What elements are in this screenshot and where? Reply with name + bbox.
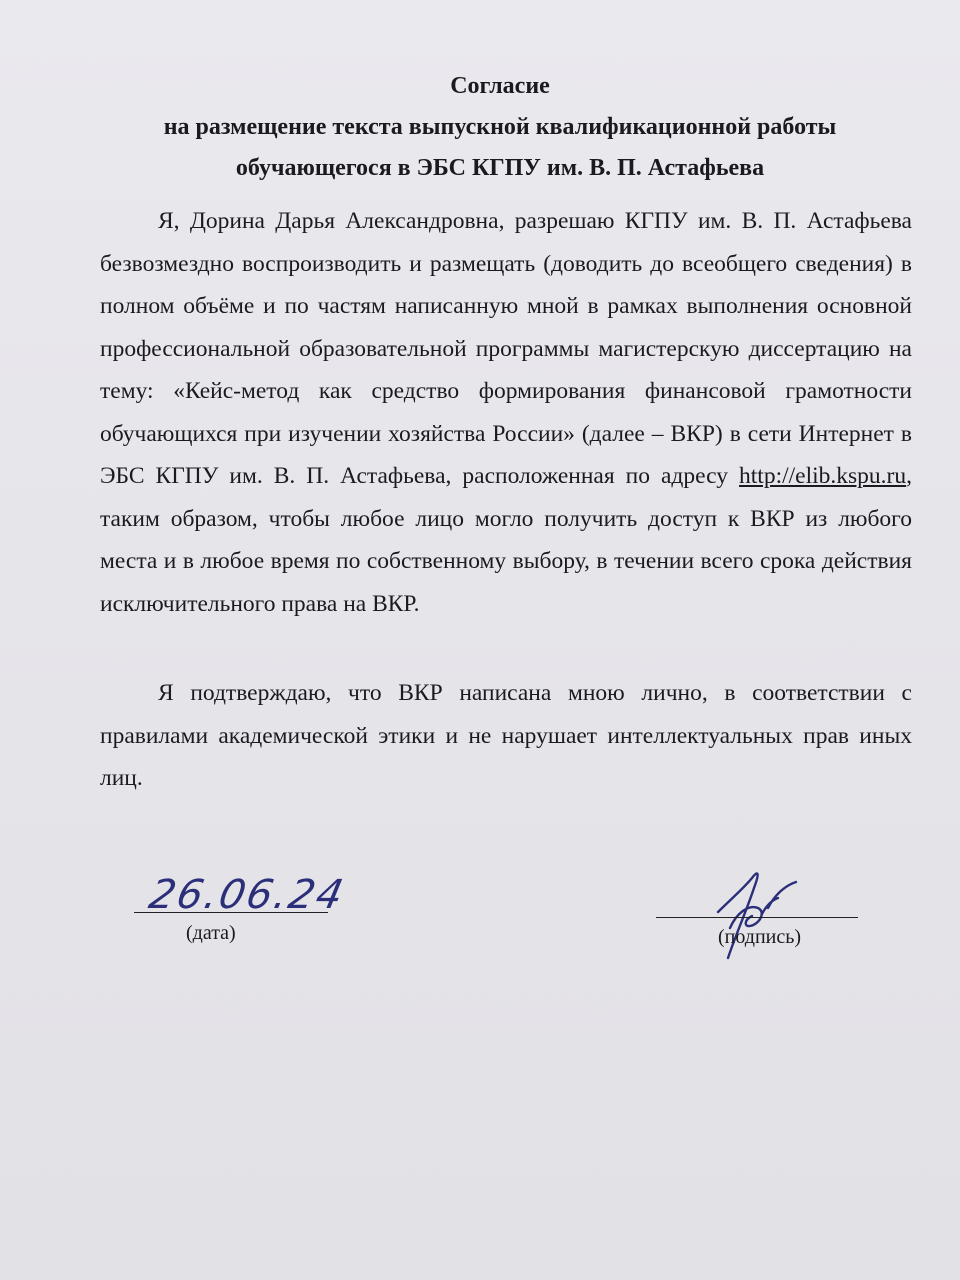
title-line-2: на размещение текста выпускной квалификационной работы bbox=[163, 114, 837, 140]
signature-label: (подпись) bbox=[718, 926, 802, 948]
date-underline bbox=[134, 912, 328, 913]
elib-link[interactable]: http://elib.kspu.ru bbox=[739, 463, 907, 489]
document-title bbox=[0, 66, 960, 189]
handwritten-date: 26.06.24 bbox=[145, 872, 350, 918]
consent-text-start: Я, Дорина Дарья Александровна, разрешаю КГПУ им. В. П. Астафьева безвозмездно воспроизводить и размещать (доводить до всеобщего сведения) в полном объёме и по частям написанную мной в рамках выполнения основной профессиональной образовательной программы магистерскую диссертацию на тему: «Кейс-метод как средство формирования финансовой грамотности обучающихся при изучении хозяйства России» (далее – ВКР) в сети Интернет в ЭБС КГПУ им. В. П. Астафьева, расположенная по адресу bbox=[100, 208, 912, 489]
signature-mark bbox=[700, 860, 810, 970]
confirmation-paragraph: Я подтверждаю, что ВКР написана мною лично, в соответствии с правилами академической этики и не нарушает интеллектуальных прав иных лиц. bbox=[100, 680, 912, 791]
title-line-1: Согласие bbox=[450, 73, 550, 99]
date-label: (дата) bbox=[186, 922, 236, 944]
consent-text-end: , таким образом, чтобы любое лицо могло получить доступ к ВКР из любого места и в любое время по собственному выбору, в течении всего срока действия исключительного права на ВКР. bbox=[100, 463, 912, 617]
title-line-3: обучающегося в ЭБС КГПУ им. В. П. Астафьева bbox=[235, 155, 765, 181]
consent-paragraph bbox=[100, 200, 912, 625]
signature-underline bbox=[656, 917, 858, 918]
